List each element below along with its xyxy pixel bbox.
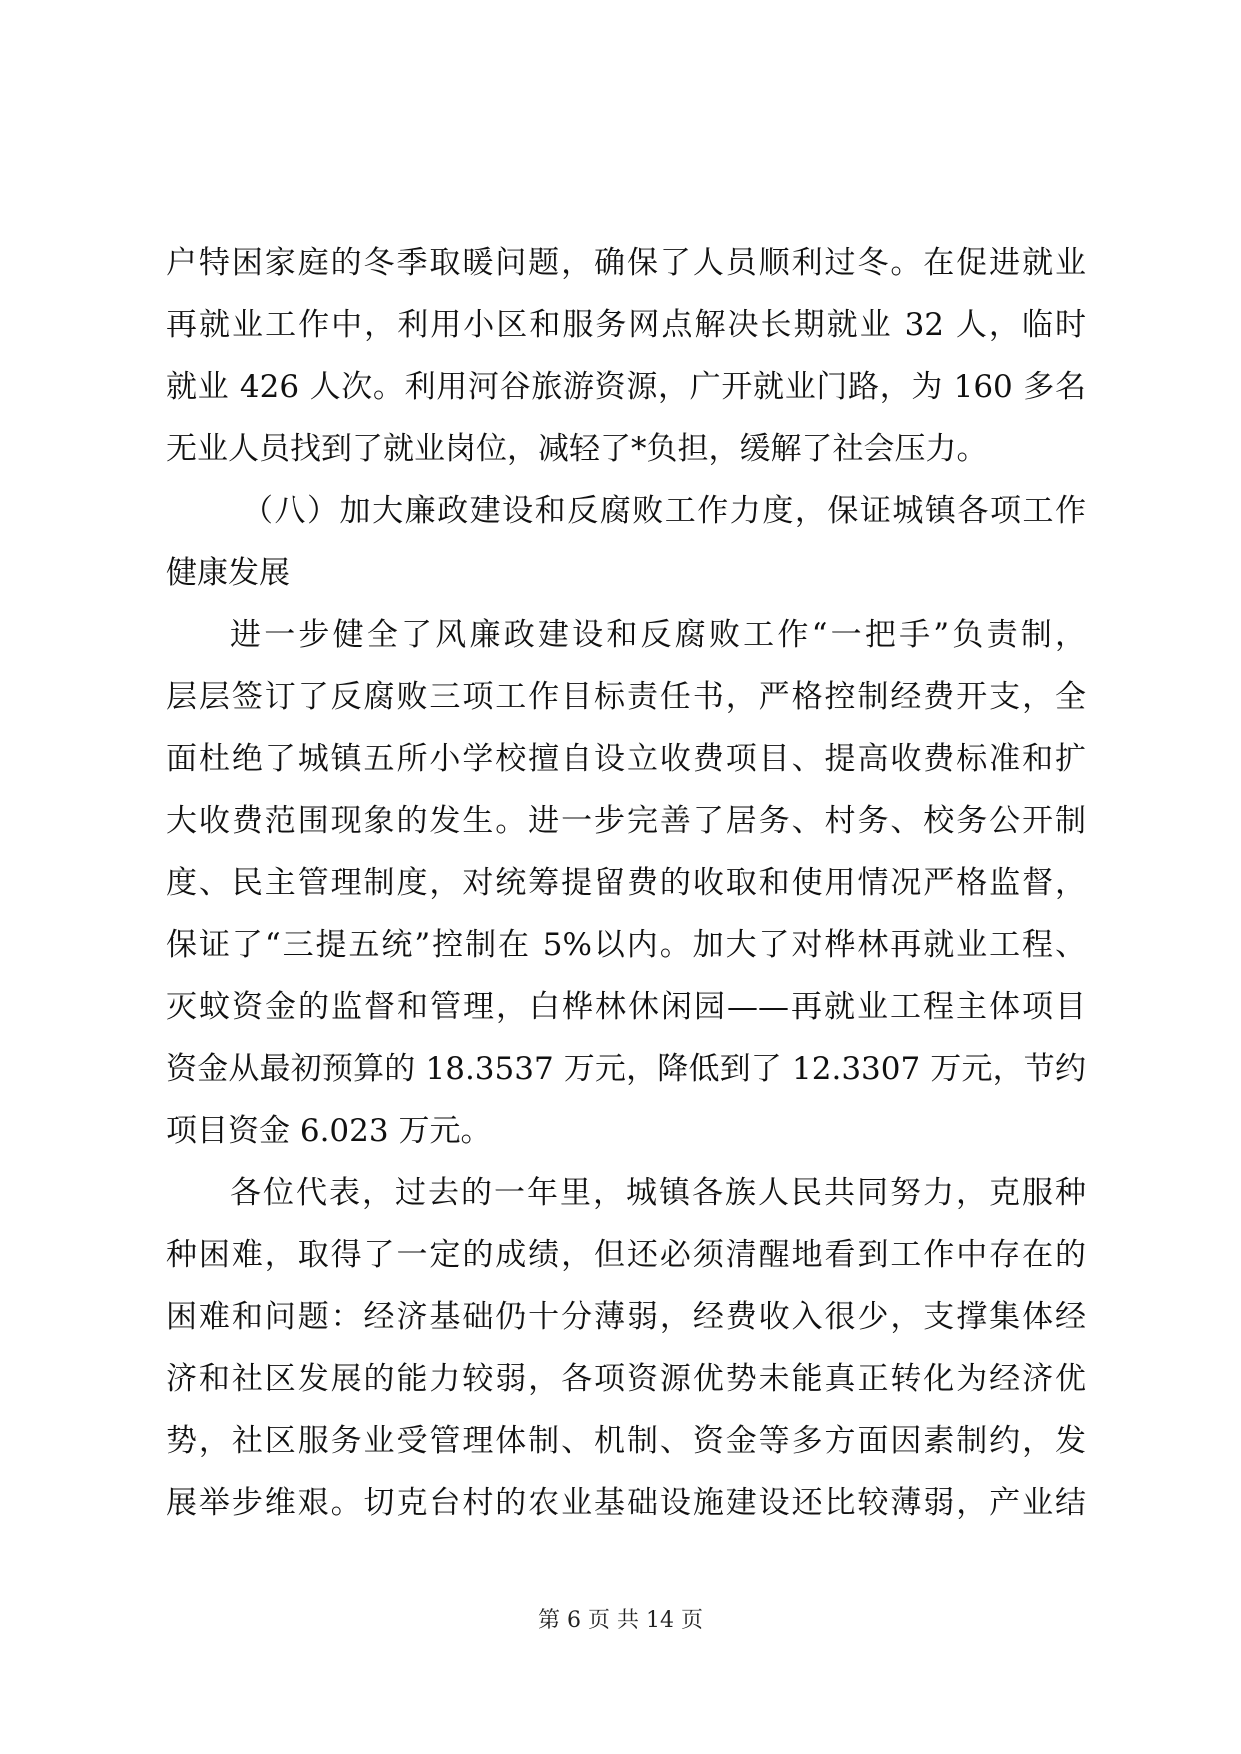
text-line: 项目资金 6.023 万元。 [166,1113,492,1149]
text-line: 种困难，取得了一定的成绩，但还必须清醒地看到工作中存在的 [166,1237,1086,1273]
text-line: 再就业工作中，利用小区和服务网点解决长期就业 32 人，临时 [166,307,1086,343]
text-line: 困难和问题：经济基础仍十分薄弱，经费收入很少，支撑集体经 [166,1299,1086,1335]
text-line: 资金从最初预算的 18.3537 万元，降低到了 12.3307 万元，节约 [166,1051,1086,1087]
page-footer: 第 6 页 共 14 页 [538,1608,703,1633]
text-line: 就业 426 人次。利用河谷旅游资源，广开就业门路，为 160 多名 [166,369,1086,405]
text-line: 无业人员找到了就业岗位，减轻了*负担，缓解了社会压力。 [166,431,988,467]
text-line: 展举步维艰。切克台村的农业基础设施建设还比较薄弱，产业结 [166,1485,1086,1521]
text-line: 势，社区服务业受管理体制、机制、资金等多方面因素制约，发 [166,1423,1086,1459]
text-line: （八）加大廉政建设和反腐败工作力度，保证城镇各项工作 [242,493,1086,529]
text-line: 各位代表，过去的一年里，城镇各族人民共同努力，克服种 [230,1175,1086,1211]
text-line: 度、民主管理制度，对统筹提留费的收取和使用情况严格监督， [166,865,1086,901]
text-line: 保证了“三提五统”控制在 5%以内。加大了对桦林再就业工程、 [166,927,1086,963]
text-line: 进一步健全了风廉政建设和反腐败工作“一把手”负责制， [230,617,1086,653]
text-line: 健康发展 [166,555,290,591]
text-line: 面杜绝了城镇五所小学校擅自设立收费项目、提高收费标准和扩 [166,741,1086,777]
text-line: 层层签订了反腐败三项工作目标责任书，严格控制经费开支，全 [166,679,1086,715]
text-line: 济和社区发展的能力较弱，各项资源优势未能真正转化为经济优 [166,1361,1086,1397]
text-line: 户特困家庭的冬季取暖问题，确保了人员顺利过冬。在促进就业 [166,245,1086,281]
text-line: 大收费范围现象的发生。进一步完善了居务、村务、校务公开制 [166,803,1086,839]
document-body [166,232,1086,1534]
text-line: 灭蚊资金的监督和管理，白桦林休闲园——再就业工程主体项目 [166,989,1086,1025]
